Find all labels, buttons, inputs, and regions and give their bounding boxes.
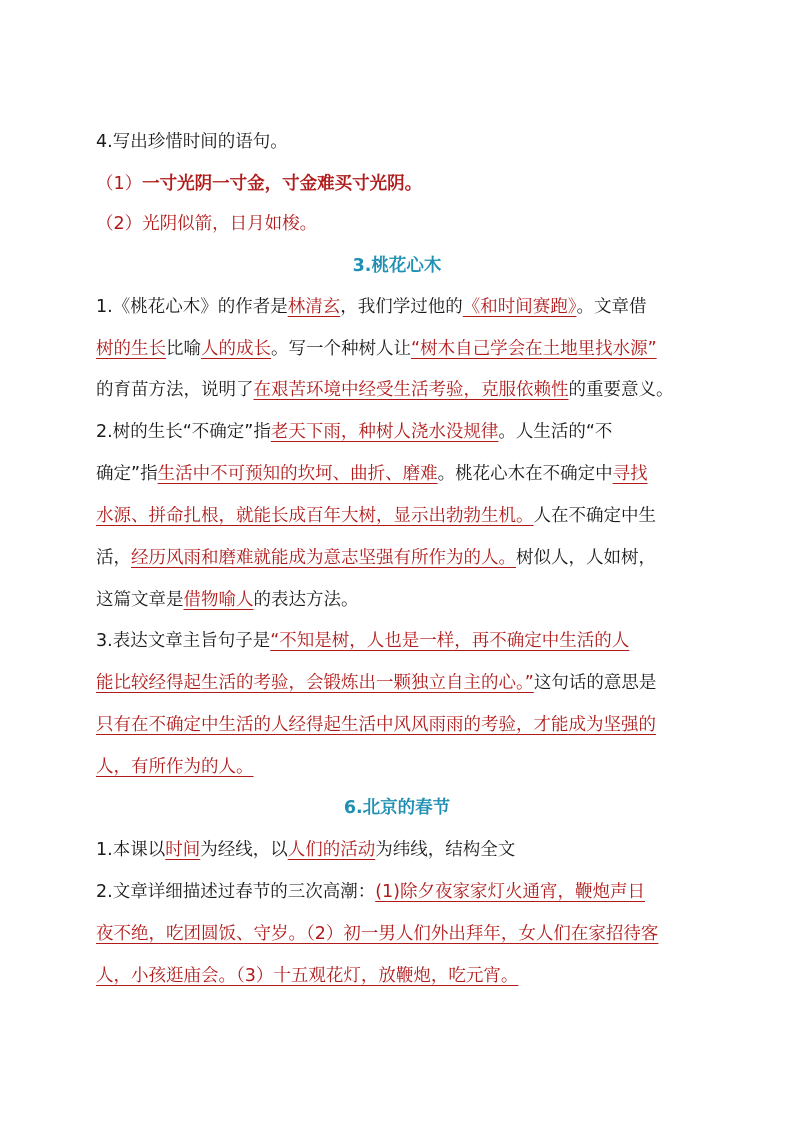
answer-blank: 在艰苦环境中经受生活考验，克服依赖性 bbox=[253, 380, 569, 400]
answer-blank: 人，小孩逛庙会。（3）十五观花灯，放鞭炮，吃元宵。 bbox=[96, 966, 519, 986]
text: 为纬线，结构全文 bbox=[375, 840, 516, 860]
answer-text: 一寸光阴一寸金，寸金难买寸光阴。 bbox=[142, 174, 423, 194]
answer-text: 光阴似箭，日月如梭。 bbox=[142, 214, 318, 234]
text: 的育苗方法，说明了 bbox=[96, 380, 254, 400]
text: 这篇文章是 bbox=[96, 590, 184, 610]
answer-blank: 寻找 bbox=[612, 464, 648, 484]
paragraph-line bbox=[96, 504, 656, 528]
answer-number: （2） bbox=[96, 214, 143, 234]
text: ，我们学过他的 bbox=[340, 297, 463, 317]
paragraph-line bbox=[96, 378, 674, 402]
answer-blank: 树的生长 bbox=[96, 339, 166, 359]
answer-blank: 人，有所作为的人。 bbox=[96, 757, 254, 777]
answer-blank: “树木自己学会在土地里找水源” bbox=[411, 339, 657, 359]
text: 树似人，人如树， bbox=[516, 548, 656, 568]
paragraph-line bbox=[96, 546, 656, 570]
paragraph-line bbox=[96, 755, 254, 779]
paragraph-line bbox=[96, 922, 658, 946]
answer-blank: 人们的活动 bbox=[287, 840, 376, 860]
paragraph-line bbox=[96, 629, 629, 653]
answer-blank: “不知是树，人也是一样，再不确定中生活的人 bbox=[270, 631, 630, 651]
text: 确定”指 bbox=[96, 464, 158, 484]
text: 的重要意义。 bbox=[568, 380, 674, 400]
paragraph-line bbox=[96, 964, 518, 988]
text: 比喻 bbox=[166, 339, 201, 359]
paragraph-line bbox=[96, 588, 359, 612]
paragraph-line bbox=[96, 337, 657, 361]
paragraph-line bbox=[96, 880, 645, 904]
answer-blank: 能比较经得起生活的考验，会锻炼出一颗独立自主的心。” bbox=[96, 673, 534, 693]
answer-blank: 林清玄 bbox=[287, 297, 341, 317]
paragraph-line bbox=[96, 838, 515, 862]
answer-blank: 夜不绝，吃团圆饭、守岁。（2）初一男人们外出拜年，女人们在家招待客 bbox=[96, 924, 659, 944]
paragraph-line bbox=[96, 713, 656, 737]
text: 2.树的生长“不确定”指 bbox=[96, 422, 271, 442]
section-title-taohuaxinmu: 3.桃花心木 bbox=[352, 256, 442, 276]
text: 。文章借 bbox=[576, 297, 647, 317]
text: 。人生活的“不 bbox=[498, 422, 613, 442]
text: 2.文章详细描述过春节的三次高潮： bbox=[96, 882, 376, 902]
answer-blank: 人的成长 bbox=[201, 339, 271, 359]
answer-number: （1） bbox=[96, 174, 143, 194]
answer-blank: 只有在不确定中生活的人经得起生活中风风雨雨的考验，才能成为坚强的 bbox=[96, 715, 656, 735]
paragraph-line bbox=[96, 462, 648, 486]
text: 1.本课以 bbox=[96, 840, 166, 860]
text: 为经线，以 bbox=[200, 840, 288, 860]
paragraph-line bbox=[96, 671, 656, 695]
paragraph-line bbox=[96, 295, 646, 319]
paragraph-line bbox=[96, 420, 612, 444]
text: 的表达方法。 bbox=[253, 590, 359, 610]
question-4: 4.写出珍惜时间的语句。 bbox=[96, 132, 288, 152]
text: 。桃花心木在不确定中 bbox=[437, 464, 613, 484]
answer-blank: 时间 bbox=[165, 840, 201, 860]
answer-blank: 经历风雨和磨难就能成为意志坚强有所作为的人。 bbox=[131, 548, 516, 568]
answer-blank: 老天下雨，种树人浇水没规律 bbox=[270, 422, 499, 442]
text: 活， bbox=[96, 548, 131, 568]
text: 1.《桃花心木》的作者是 bbox=[96, 297, 288, 317]
answer-blank: 《和时间赛跑》 bbox=[462, 297, 577, 317]
answer-blank: 借物喻人 bbox=[183, 590, 254, 610]
answer-blank: 水源、拼命扎根，就能长成百年大树，显示出勃勃生机。 bbox=[96, 506, 534, 526]
answer-blank: 生活中不可预知的坎坷、曲折、磨难 bbox=[157, 464, 438, 484]
section-title-beijing-spring-festival: 6.北京的春节 bbox=[343, 798, 451, 818]
text: 人在不确定中生 bbox=[533, 506, 656, 526]
text: 。写一个种树人让 bbox=[271, 339, 411, 359]
answer-blank: (1)除夕夜家家灯火通宵，鞭炮声日 bbox=[375, 882, 645, 902]
answer-line-1 bbox=[96, 172, 422, 196]
answer-line-2 bbox=[96, 212, 317, 236]
text: 这句话的意思是 bbox=[533, 673, 657, 693]
text: 3.表达文章主旨句子是 bbox=[96, 631, 271, 651]
